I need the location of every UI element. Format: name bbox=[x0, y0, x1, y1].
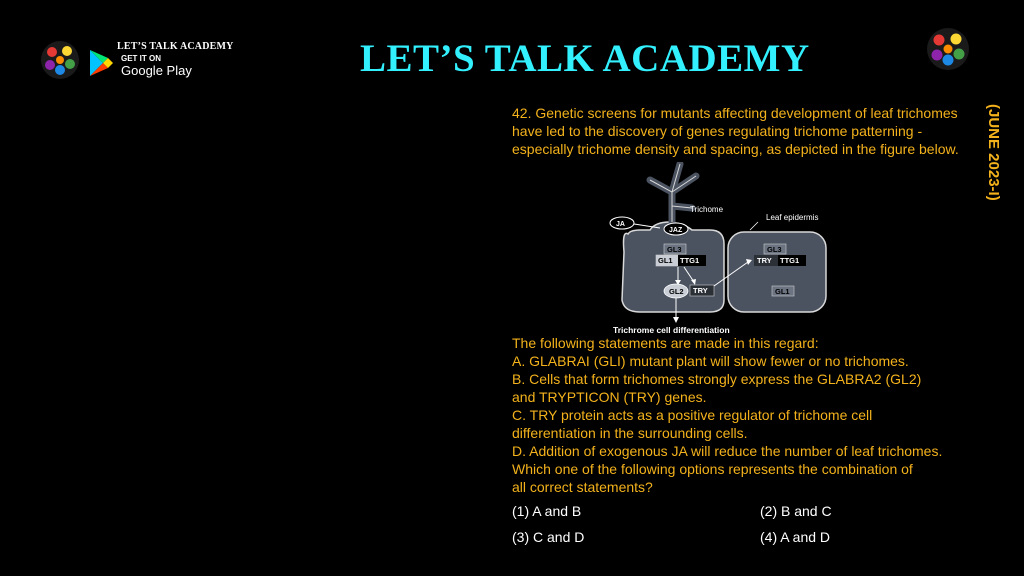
exam-tag: (JUNE 2023-I) bbox=[985, 104, 1002, 201]
google-play-label[interactable]: Google Play bbox=[121, 63, 192, 78]
ttg1-left: TTG1 bbox=[680, 256, 700, 265]
leaf-epidermis-label: Leaf epidermis bbox=[766, 213, 819, 222]
trichome-label: Trichome bbox=[690, 205, 724, 214]
question-ask-line1: Which one of the following options represents the combination of bbox=[512, 461, 913, 477]
question-text: 42. Genetic screens for mutants affecting development of leaf trichomes have led to the discovery of genes regulating trichome patterning - especially trichome density and spacing, as depicted in the figure below. bbox=[512, 105, 959, 157]
try-right: TRY bbox=[757, 256, 772, 265]
statement-d: D. Addition of exogenous JA will reduce the number of leaf trichomes. bbox=[512, 443, 943, 459]
statement-c-line2: differentiation in the surrounding cells. bbox=[512, 425, 748, 441]
option-2[interactable]: (2) B and C bbox=[760, 503, 832, 519]
page-title: LET’S TALK ACADEMY bbox=[360, 37, 810, 80]
statements-intro: The following statements are made in this regard: bbox=[512, 335, 819, 351]
option-4[interactable]: (4) A and D bbox=[760, 529, 831, 545]
statement-c-line1: C. TRY protein acts as a positive regulator of trichome cell bbox=[512, 407, 873, 423]
ttg1-right: TTG1 bbox=[780, 256, 800, 265]
statement-b-line2: and TRYPTICON (TRY) genes. bbox=[512, 389, 707, 405]
try-left: TRY bbox=[693, 286, 708, 295]
brand-name: LET’S TALK ACADEMY bbox=[117, 41, 234, 52]
gl1-left: GL1 bbox=[658, 256, 673, 265]
gl2-label: GL2 bbox=[669, 287, 684, 296]
question-ask-line2: all correct statements? bbox=[512, 479, 653, 495]
trichome-diagram bbox=[600, 162, 840, 337]
get-it-on-label: GET IT ON bbox=[121, 54, 161, 63]
gl1-right: GL1 bbox=[775, 287, 790, 296]
jaz-label: JAZ bbox=[669, 227, 683, 234]
differentiation-label: Trichrome cell differentiation bbox=[613, 325, 730, 335]
trichome-cell bbox=[622, 222, 724, 312]
academy-logo-icon bbox=[40, 40, 80, 80]
statement-a: A. GLABRAI (GLI) mutant plant will show fewer or no trichomes. bbox=[512, 353, 909, 369]
statements bbox=[512, 334, 1012, 496]
gl3-right: GL3 bbox=[767, 245, 782, 254]
academy-logo-icon-right bbox=[926, 27, 970, 71]
statement-b-line1: B. Cells that form trichomes strongly express the GLABRA2 (GL2) bbox=[512, 371, 922, 387]
google-play-icon[interactable] bbox=[88, 48, 114, 82]
ja-label: JA bbox=[616, 221, 625, 228]
gl3-left: GL3 bbox=[667, 245, 682, 254]
option-1[interactable]: (1) A and B bbox=[512, 503, 582, 519]
option-3[interactable]: (3) C and D bbox=[512, 529, 585, 545]
